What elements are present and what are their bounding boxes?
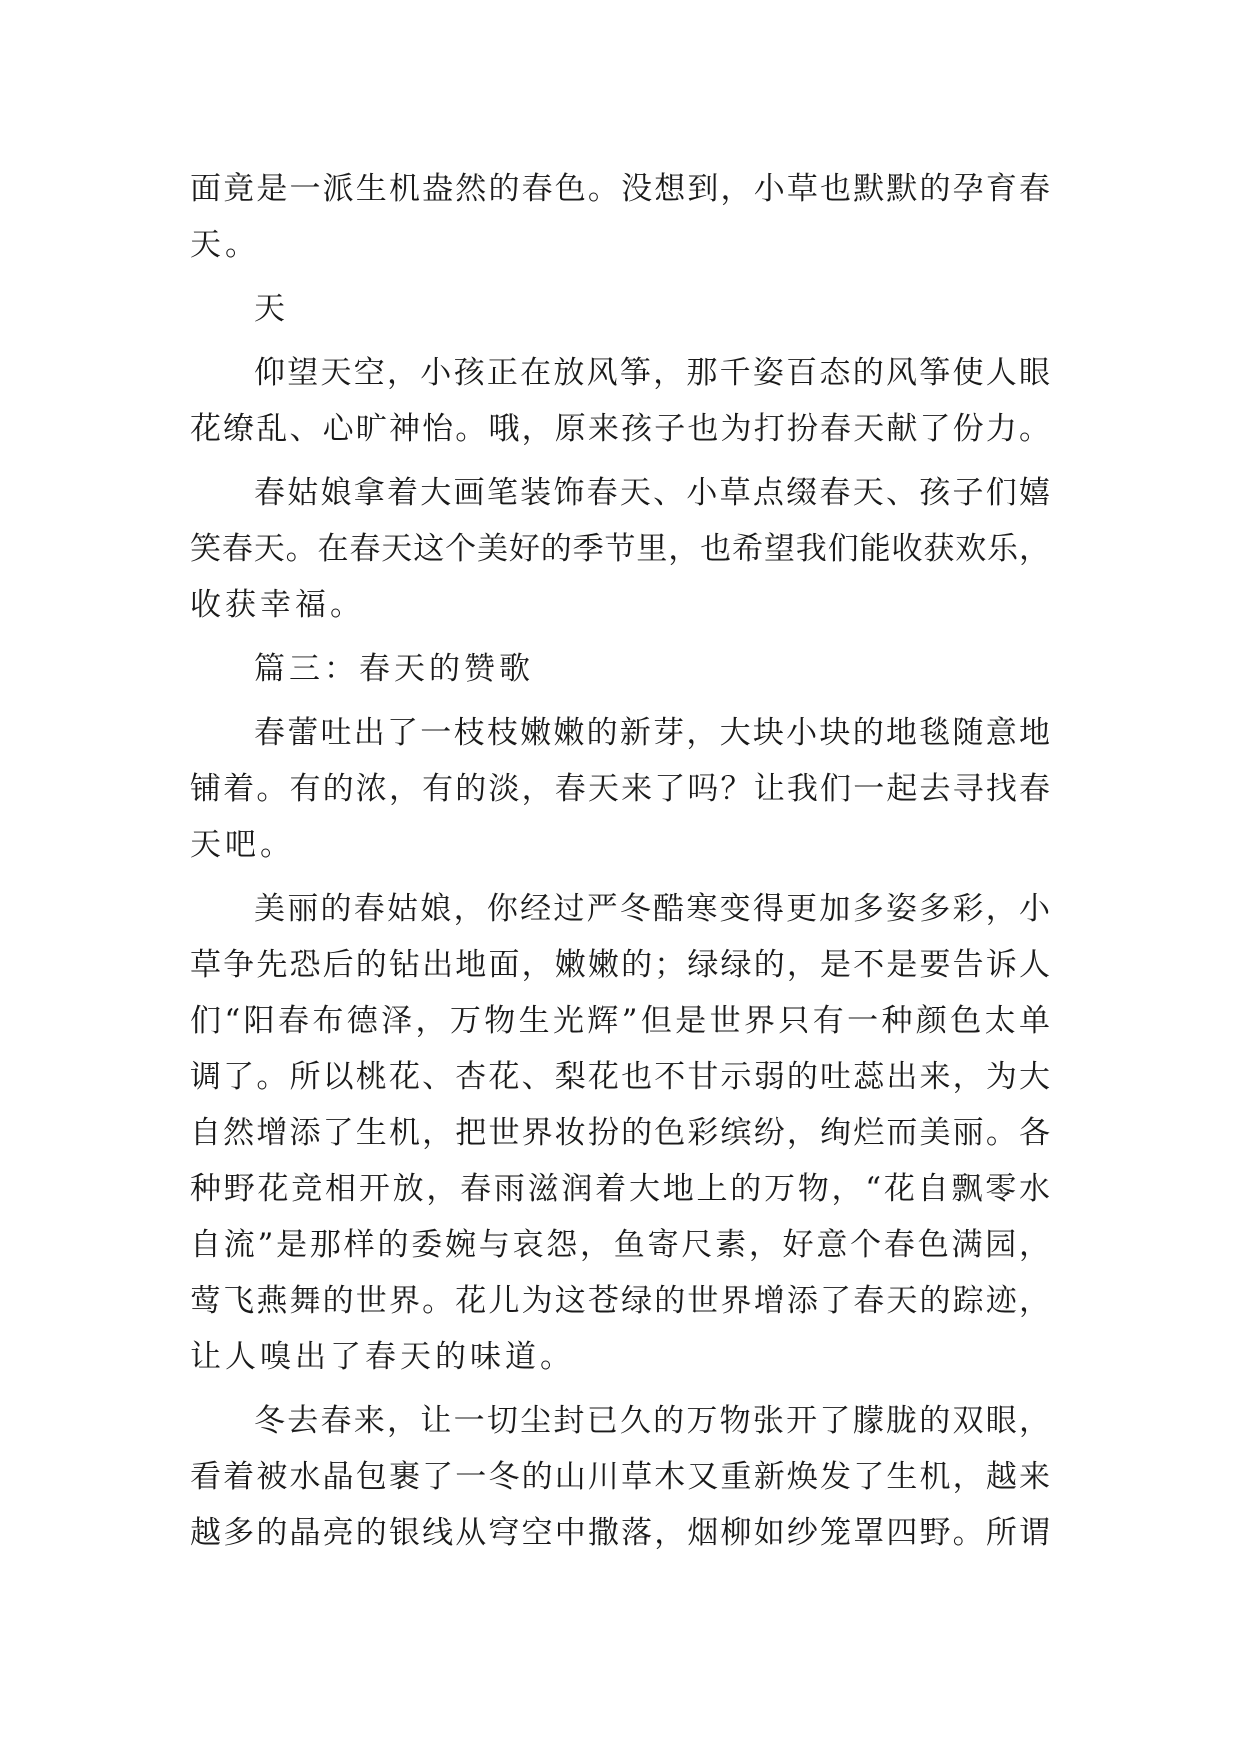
text-line: 让人嗅出了春天的味道。 [190,1339,575,1375]
section-heading: 篇三：春天的赞歌 [254,651,534,687]
text-line: 收获幸福。 [190,587,365,623]
text-line: 们“阳春布德泽，万物生光辉”但是世界只有一种颜色太单 [190,1003,1050,1039]
text-line: 种野花竞相开放，春雨滋润着大地上的万物，“花自飘零水 [190,1171,1050,1207]
text-line: 莺飞燕舞的世界。花儿为这苍绿的世界增添了春天的踪迹， [190,1283,1050,1319]
text-line: 春蕾吐出了一枝枝嫩嫩的新芽，大块小块的地毯随意地 [254,715,1050,751]
text-line: 花缭乱、心旷神怡。哦，原来孩子也为打扮春天献了份力。 [190,411,1050,447]
text-line: 仰望天空，小孩正在放风筝，那千姿百态的风筝使人眼 [254,355,1050,391]
text-line: 自流”是那样的委婉与哀怨，鱼寄尺素，好意个春色满园， [190,1227,1050,1263]
text-line: 天吧。 [190,827,295,863]
text-line: 天 [254,291,289,327]
text-line: 天。 [190,227,260,263]
text-line: 面竟是一派生机盎然的春色。没想到，小草也默默的孕育春 [190,171,1050,207]
text-line: 冬去春来，让一切尘封已久的万物张开了朦胧的双眼， [254,1403,1050,1439]
text-line: 美丽的春姑娘，你经过严冬酷寒变得更加多姿多彩，小 [254,891,1050,927]
text-line: 看着被水晶包裹了一冬的山川草木又重新焕发了生机，越来 [190,1459,1050,1495]
text-line: 调了。所以桃花、杏花、梨花也不甘示弱的吐蕊出来，为大 [190,1059,1050,1095]
text-line: 春姑娘拿着大画笔装饰春天、小草点缀春天、孩子们嬉 [254,475,1050,511]
text-line: 笑春天。在春天这个美好的季节里，也希望我们能收获欢乐， [190,531,1050,567]
text-line: 铺着。有的浓，有的淡，春天来了吗？让我们一起去寻找春 [190,771,1050,807]
text-line: 草争先恐后的钻出地面，嫩嫩的；绿绿的，是不是要告诉人 [190,947,1050,983]
text-line: 越多的晶亮的银线从穹空中撒落，烟柳如纱笼罩四野。所谓 [190,1515,1050,1551]
text-line: 自然增添了生机，把世界妆扮的色彩缤纷，绚烂而美丽。各 [190,1115,1050,1151]
